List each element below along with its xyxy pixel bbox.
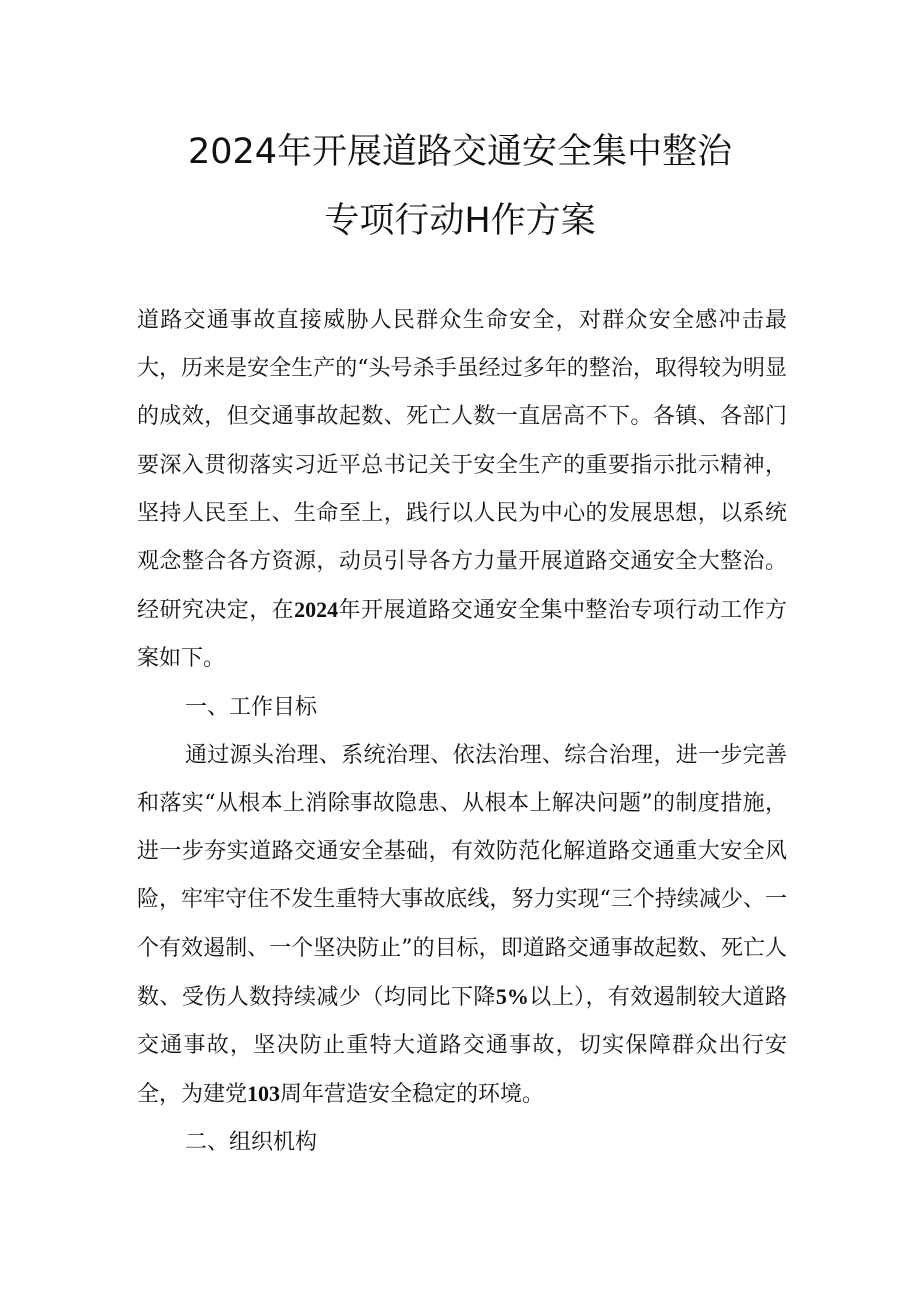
- intro-text-2: 年开展道路交通安全集中整治专项行动工作方案如下。: [137, 598, 787, 672]
- goals-paragraph: [137, 732, 787, 1120]
- intro-year: 2024: [294, 597, 339, 623]
- intro-paragraph: [137, 297, 787, 684]
- goals-text-1: 通过源头治理、系统治理、依法治理、综合治理，进一步完善和落实“从根本上消除事故隐患、从根本上解决问题”的制度措施，进一步夯实道路交通安全基础，有效防范化解道路交通重大安全风险，牢牢守住不发生重特大事故底线，努力实现“三个持续减少、一个有效遏制、一个坚决防止”的目标，即道路交通事故起数、死亡人数、受伤人数持续减少（均同比下降: [137, 742, 787, 1010]
- goals-text-3: 周年营造安全稳定的环境。: [280, 1082, 545, 1108]
- goals-anniversary: 103: [247, 1081, 281, 1107]
- document-body: [137, 297, 787, 1168]
- goals-text-2: 以上），有效遏制较大道路交通事故，坚决防止重特大道路交通事故，切实保障群众出行安全，为建党: [137, 984, 787, 1108]
- intro-text-1: 道路交通事故直接威胁人民群众生命安全，对群众安全感冲击最大，历来是安全生产的“头号杀手虽经过多年的整治，取得较为明显的成效，但交通事故起数、死亡人数一直居高不下。各镇、各部门要深入贯彻落实习近平总书记关于安全生产的重要指示批示精神，坚持人民至上、生命至上，践行以人民为中心的发展思想，以系统观念整合各方资源，动员引导各方力量开展道路交通安全大整治。经研究决定，在: [137, 308, 787, 624]
- document-title-line-2: 专项行动H作方案: [324, 201, 596, 241]
- section-heading-goals: 一、工作目标: [185, 694, 318, 720]
- document-title-line-1: 2024年开展道路交通安全集中整治: [187, 132, 733, 172]
- section-heading-organization: 二、组织机构: [185, 1130, 318, 1156]
- goals-percent: 5%: [495, 983, 529, 1009]
